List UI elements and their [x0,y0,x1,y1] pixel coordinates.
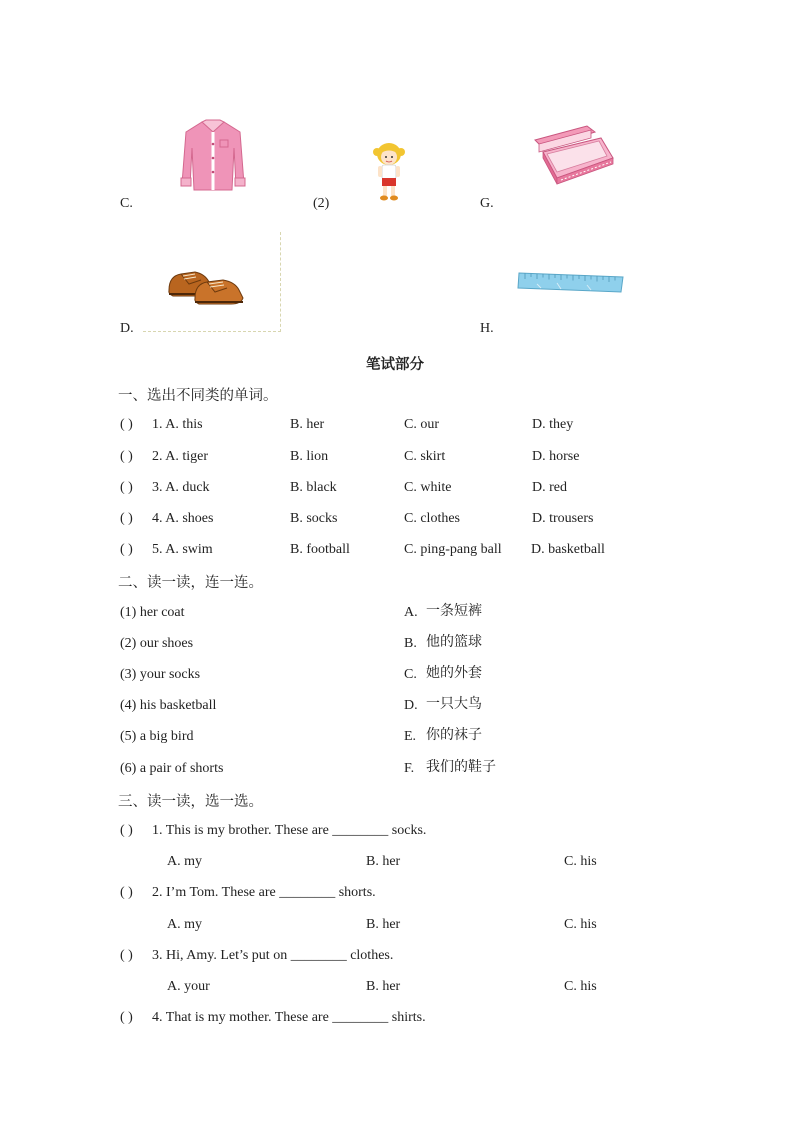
option-c: C. our [404,417,439,432]
option-c: C. skirt [404,449,446,464]
option-c: C. clothes [404,511,460,526]
match-right-item[interactable]: 一条短裤 [426,603,482,619]
answer-bracket[interactable]: ( ) [120,542,133,557]
question-text: 2. I’m Tom. These are ________ shorts. [152,885,376,900]
blue-ruler-icon [517,270,625,294]
question-option-a: 5. A. swim [152,542,213,557]
option-b[interactable]: B. her [366,917,401,932]
answer-bracket[interactable]: ( ) [120,480,133,495]
match-right-item[interactable]: 她的外套 [426,665,482,681]
picture-label-2: (2) [313,196,330,211]
match-left-item[interactable]: (3) your socks [120,667,201,682]
answer-bracket[interactable]: ( ) [120,417,133,432]
section2-heading: 二、读一读，连一连。 [118,575,263,591]
option-c: C. ping-pang ball [404,542,502,557]
option-b[interactable]: B. her [366,979,401,994]
answer-bracket[interactable]: ( ) [120,1010,133,1025]
match-right-letter: B. [404,636,417,651]
question-text: 4. That is my mother. These are ________ shirts. [152,1010,426,1025]
match-right-item[interactable]: 我们的鞋子 [426,759,496,775]
option-c: C. white [404,480,452,495]
option-c[interactable]: C. his [564,917,597,932]
option-d: D. they [532,417,574,432]
match-right-letter: C. [404,667,417,682]
girl-in-shorts-icon [371,140,407,202]
option-d: D. red [532,480,567,495]
question-option-a: 3. A. duck [152,480,210,495]
question-option-a: 1. A. this [152,417,203,432]
match-right-item[interactable]: 他的篮球 [426,634,482,650]
option-b: B. football [290,542,350,557]
option-c[interactable]: C. his [564,854,597,869]
answer-bracket[interactable]: ( ) [120,948,133,963]
question-text: 1. This is my brother. These are ________ socks. [152,823,427,838]
section3-heading: 三、读一读，选一选。 [118,794,263,810]
answer-bracket[interactable]: ( ) [120,511,133,526]
answer-bracket[interactable]: ( ) [120,885,133,900]
option-b: B. lion [290,449,329,464]
match-left-item[interactable]: (6) a pair of shorts [120,761,224,776]
match-right-letter: E. [404,729,417,744]
image-frame-bottom-edge [143,331,281,332]
answer-bracket[interactable]: ( ) [120,449,133,464]
match-right-letter: D. [404,698,418,713]
option-b[interactable]: B. her [366,854,401,869]
option-a[interactable]: A. your [167,979,210,994]
match-left-item[interactable]: (2) our shoes [120,636,194,651]
match-right-item[interactable]: 一只大鸟 [426,696,482,712]
picture-label-c: C. [120,196,133,211]
picture-label-d: D. [120,321,134,336]
option-a[interactable]: A. my [167,854,202,869]
match-right-letter: A. [404,605,418,620]
question-option-a: 4. A. shoes [152,511,214,526]
match-left-item[interactable]: (1) her coat [120,605,185,620]
picture-label-h: H. [480,321,494,336]
match-left-item[interactable]: (4) his basketball [120,698,217,713]
answer-bracket[interactable]: ( ) [120,823,133,838]
option-b: B. black [290,480,337,495]
question-option-a: 2. A. tiger [152,449,208,464]
option-b: B. socks [290,511,338,526]
pink-pencil-case-icon [531,122,615,186]
option-d: D. horse [532,449,580,464]
brown-shoes-icon [165,264,247,308]
match-left-item[interactable]: (5) a big bird [120,729,194,744]
option-c[interactable]: C. his [564,979,597,994]
section1-heading: 一、选出不同类的单词。 [118,388,278,404]
option-b: B. her [290,417,325,432]
question-text: 3. Hi, Amy. Let’s put on ________ clothes. [152,948,394,963]
image-frame-right-edge [280,232,281,332]
picture-label-g: G. [480,196,494,211]
option-d: D. trousers [532,511,594,526]
match-right-item[interactable]: 你的袜子 [426,727,482,743]
option-d: D. basketball [531,542,605,557]
written-part-title: 笔试部分 [366,357,424,373]
match-right-letter: F. [404,761,415,776]
pink-shirt-icon [180,118,246,194]
option-a[interactable]: A. my [167,917,202,932]
